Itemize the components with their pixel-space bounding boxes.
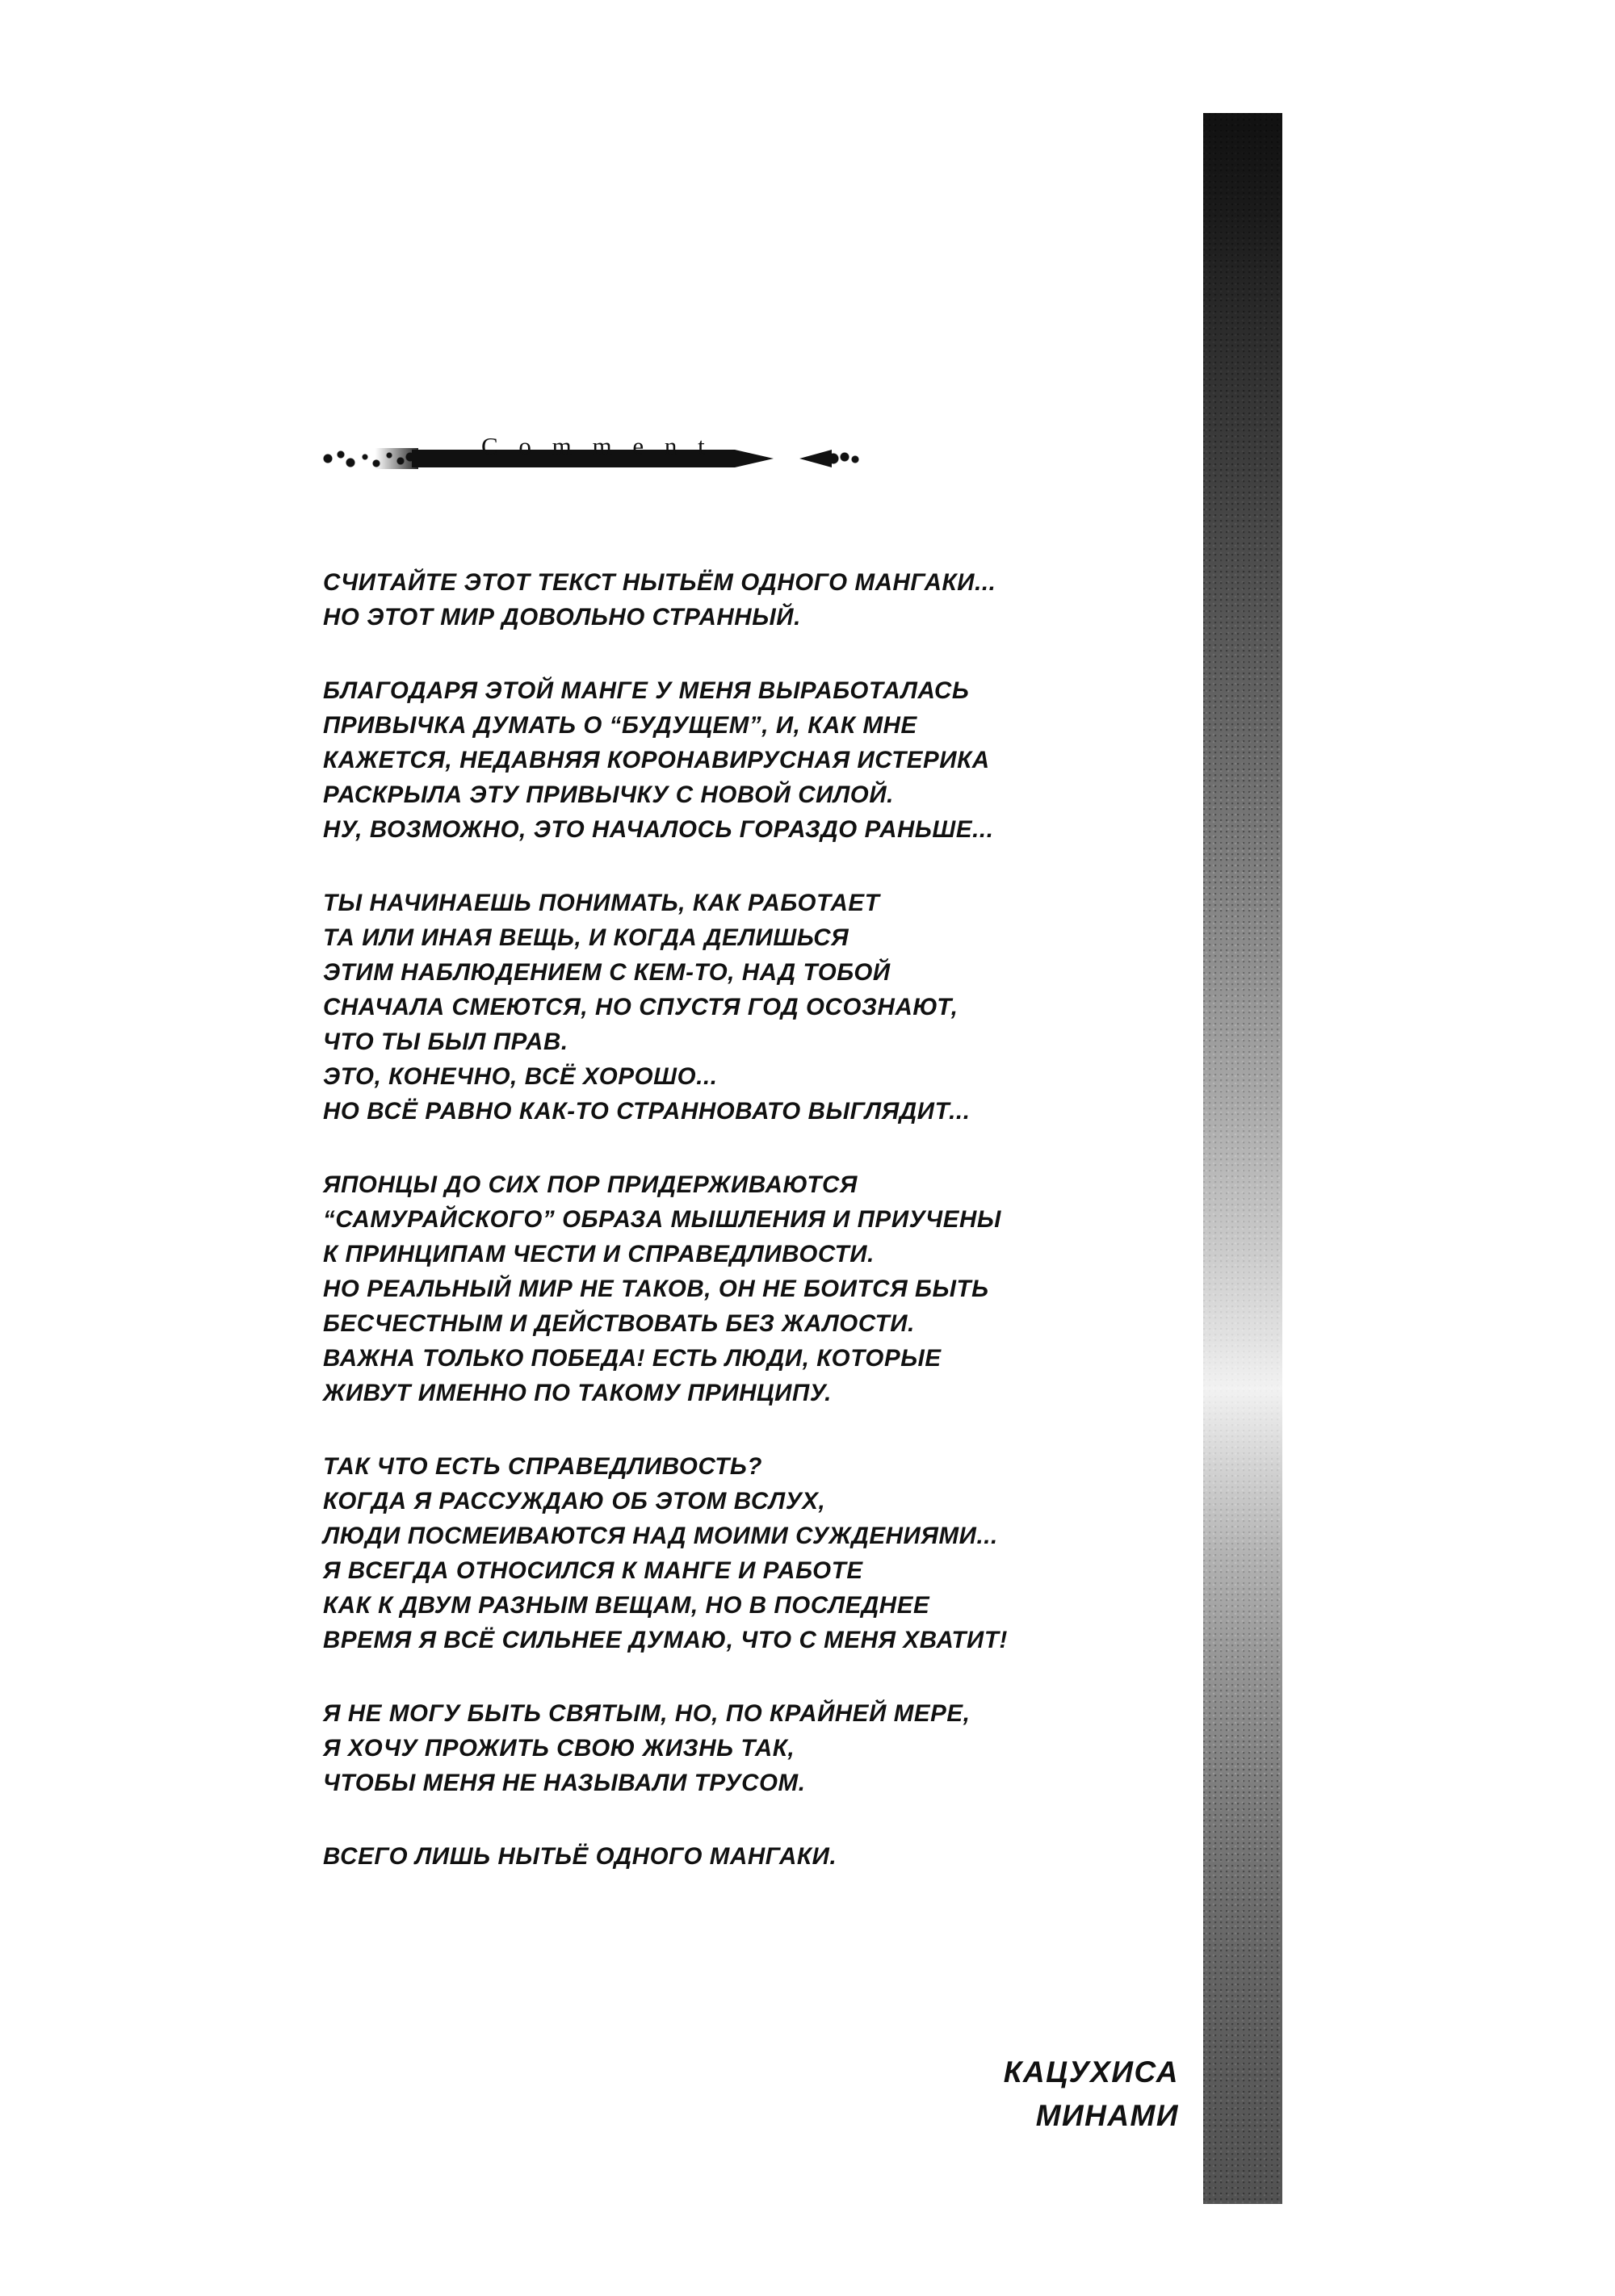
text-line: Я ВСЕГДА ОТНОСИЛСЯ К МАНГЕ И РАБОТЕ (323, 1557, 863, 1584)
text-line: Я НЕ МОГУ БЫТЬ СВЯТЫМ, НО, ПО КРАЙНЕЙ МЕРЕ, (323, 1700, 971, 1727)
text-line: ЯПОНЦЫ ДО СИХ ПОР ПРИДЕРЖИВАЮТСЯ (323, 1171, 858, 1198)
text-line: “САМУРАЙСКОГО” ОБРАЗА МЫШЛЕНИЯ И ПРИУЧЕНЫ (323, 1206, 1001, 1233)
text-line: КОГДА Я РАССУЖДАЮ ОБ ЭТОМ ВСЛУХ, (323, 1488, 826, 1515)
paragraph-4 (323, 1167, 1179, 1410)
text-line: ТЫ НАЧИНАЕШЬ ПОНИМАТЬ, КАК РАБОТАЕТ (323, 890, 880, 916)
page-title: C o m m e n t (481, 432, 712, 460)
text-line: ВРЕМЯ Я ВСЁ СИЛЬНЕЕ ДУМАЮ, ЧТО С МЕНЯ ХВАТИТ! (323, 1627, 1008, 1653)
text-line: ВСЕГО ЛИШЬ НЫТЬЁ ОДНОГО МАНГАКИ. (323, 1843, 837, 1870)
text-line: ПРИВЫЧКА ДУМАТЬ О “БУДУЩЕМ”, И, КАК МНЕ (323, 712, 917, 739)
text-line: ЭТИМ НАБЛЮДЕНИЕМ С КЕМ-ТО, НАД ТОБОЙ (323, 959, 891, 986)
text-line: РАСКРЫЛА ЭТУ ПРИВЫЧКУ С НОВОЙ СИЛОЙ. (323, 781, 894, 808)
text-line: БЕСЧЕСТНЫМ И ДЕЙСТВОВАТЬ БЕЗ ЖАЛОСТИ. (323, 1310, 915, 1337)
text-line: КАК К ДВУМ РАЗНЫМ ВЕЩАМ, НО В ПОСЛЕДНЕЕ (323, 1592, 930, 1619)
signature-line: КАЦУХИСА (1003, 2055, 1179, 2089)
paragraph-3 (323, 886, 1179, 1129)
text-line: ТАК ЧТО ЕСТЬ СПРАВЕДЛИВОСТЬ? (323, 1453, 762, 1480)
text-line: К ПРИНЦИПАМ ЧЕСТИ И СПРАВЕДЛИВОСТИ. (323, 1241, 875, 1267)
text-line: ЖИВУТ ИМЕННО ПО ТАКОМУ ПРИНЦИПУ. (323, 1380, 832, 1406)
text-line: НО ЭТОТ МИР ДОВОЛЬНО СТРАННЫЙ. (323, 604, 801, 631)
author-signature (888, 2051, 1179, 2138)
comment-body (323, 565, 1179, 1874)
screentone-gradient-bar (1203, 113, 1282, 2204)
banner-arrow-decoration (799, 450, 862, 467)
text-line: СЧИТАЙТЕ ЭТОТ ТЕКСТ НЫТЬЁМ ОДНОГО МАНГАКИ... (323, 569, 996, 596)
paragraph-2 (323, 673, 1179, 847)
comment-header-banner (323, 432, 904, 477)
text-line: ЛЮДИ ПОСМЕИВАЮТСЯ НАД МОИМИ СУЖДЕНИЯМИ... (323, 1523, 998, 1549)
text-line: НО ВСЁ РАВНО КАК-ТО СТРАННОВАТО ВЫГЛЯДИТ... (323, 1098, 971, 1125)
text-line: ЧТО ТЫ БЫЛ ПРАВ. (323, 1029, 568, 1055)
text-line: Я ХОЧУ ПРОЖИТЬ СВОЮ ЖИЗНЬ ТАК, (323, 1735, 795, 1762)
text-line: БЛАГОДАРЯ ЭТОЙ МАНГЕ У МЕНЯ ВЫРАБОТАЛАСЬ (323, 677, 970, 704)
ink-splatter-decoration (323, 448, 418, 469)
text-line: СНАЧАЛА СМЕЮТСЯ, НО СПУСТЯ ГОД ОСОЗНАЮТ, (323, 994, 959, 1020)
paragraph-1 (323, 565, 1179, 635)
text-line: ТА ИЛИ ИНАЯ ВЕЩЬ, И КОГДА ДЕЛИШЬСЯ (323, 924, 849, 951)
text-line: НУ, ВОЗМОЖНО, ЭТО НАЧАЛОСЬ ГОРАЗДО РАНЬШЕ... (323, 816, 994, 843)
paragraph-7 (323, 1839, 1179, 1874)
text-line: КАЖЕТСЯ, НЕДАВНЯЯ КОРОНАВИРУСНАЯ ИСТЕРИКА (323, 747, 990, 773)
signature-line: МИНАМИ (1035, 2099, 1179, 2132)
paragraph-6 (323, 1696, 1179, 1800)
text-line: ВАЖНА ТОЛЬКО ПОБЕДА! ЕСТЬ ЛЮДИ, КОТОРЫЕ (323, 1345, 942, 1372)
text-line: ЭТО, КОНЕЧНО, ВСЁ ХОРОШО... (323, 1063, 718, 1090)
text-line: НО РЕАЛЬНЫЙ МИР НЕ ТАКОВ, ОН НЕ БОИТСЯ БЫТЬ (323, 1276, 989, 1302)
text-line: ЧТОБЫ МЕНЯ НЕ НАЗЫВАЛИ ТРУСОМ. (323, 1770, 806, 1796)
paragraph-5 (323, 1449, 1179, 1657)
